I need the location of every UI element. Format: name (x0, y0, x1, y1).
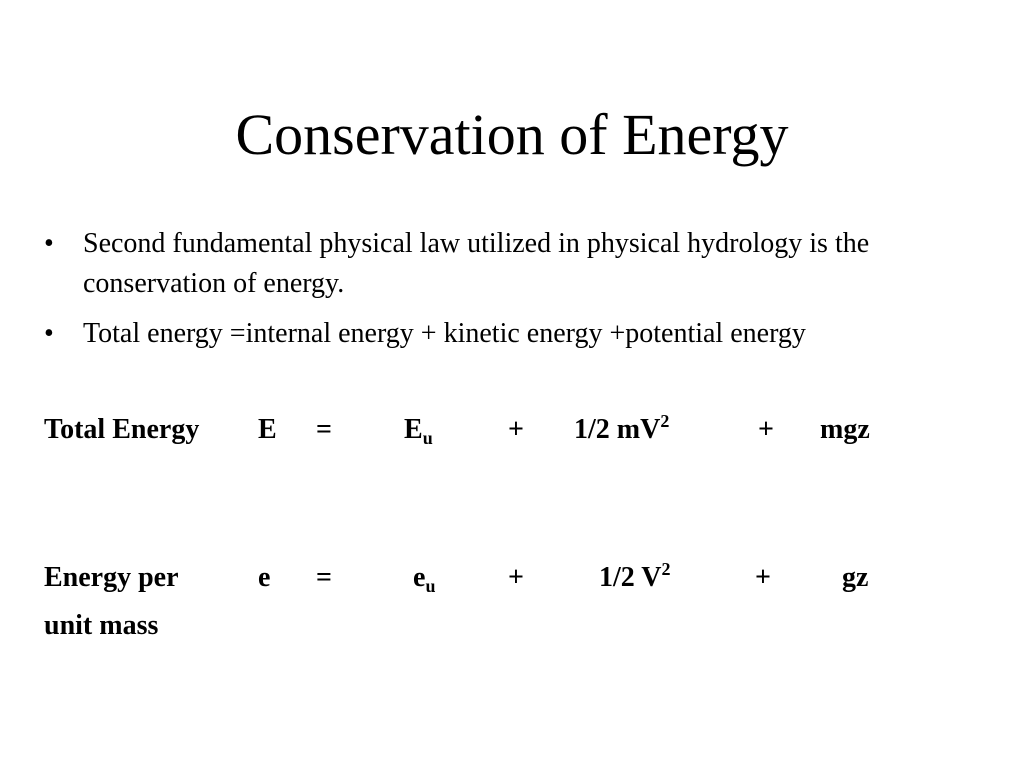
equation-lhs: e (258, 562, 271, 593)
plus-sign: + (755, 562, 771, 593)
bullet-marker: • (44, 228, 54, 259)
equation-label: Total Energy (44, 414, 200, 445)
energy-per-unit-mass-equation (0, 558, 1024, 598)
equation-label-line2: unit mass (44, 610, 159, 641)
term-base: e (413, 562, 426, 593)
term-subscript: u (422, 428, 433, 448)
slide-title: Conservation of Energy (235, 102, 789, 167)
term-superscript: 2 (660, 411, 670, 431)
term-base: 1/2 mV (574, 414, 661, 445)
term-base: E (404, 414, 423, 445)
bullet-text: Total energy =internal energy + kinetic energy +potential energy (83, 318, 806, 349)
kinetic-energy-term (599, 558, 671, 598)
total-energy-equation (0, 410, 1024, 450)
term-superscript: 2 (661, 559, 671, 579)
bullet-text: Second fundamental physical law utilized in physical hydrology is the conservation of energy. (83, 228, 870, 299)
internal-energy-term (404, 410, 433, 450)
potential-energy-term: mgz (820, 414, 870, 445)
potential-energy-term: gz (842, 562, 869, 593)
internal-energy-term (413, 558, 435, 598)
term-subscript: u (425, 576, 436, 596)
equation-label: Energy per (44, 562, 179, 593)
equation-lhs: E (258, 414, 277, 445)
term-base: 1/2 V (599, 562, 662, 593)
equals-sign: = (316, 562, 332, 593)
plus-sign: + (508, 414, 524, 445)
kinetic-energy-term (574, 410, 669, 450)
bullet-item (44, 224, 984, 304)
equals-sign: = (316, 414, 332, 445)
plus-sign: + (508, 562, 524, 593)
bullet-marker: • (44, 318, 54, 349)
plus-sign: + (758, 414, 774, 445)
bullet-list (44, 224, 984, 364)
bullet-item (44, 314, 984, 354)
